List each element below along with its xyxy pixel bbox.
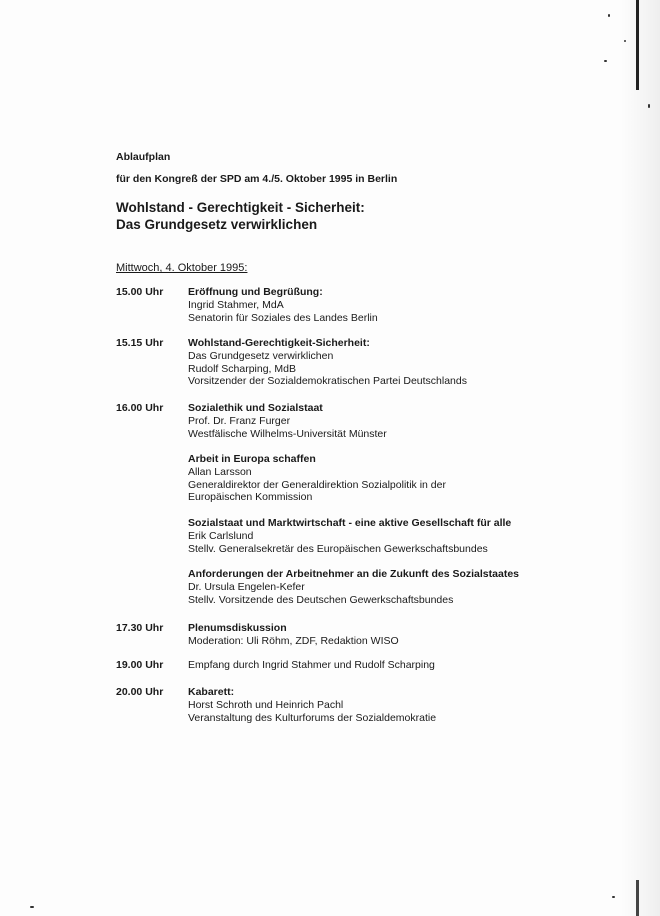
entry-body — [188, 659, 588, 672]
date-heading: Mittwoch, 4. Oktober 1995: — [116, 262, 248, 274]
entry-line: Vorsitzender der Sozialdemokratischen Partei Deutschlands — [188, 375, 467, 388]
scan-speck — [624, 40, 626, 42]
entry-line: Westfälische Wilhelms-Universität Münster — [188, 427, 387, 440]
entry-line: Rudolf Scharping, MdB — [188, 362, 296, 375]
entry-title: Arbeit in Europa schaffen — [188, 453, 316, 465]
entry-line: Horst Schroth und Heinrich Pachl — [188, 698, 344, 711]
entry-time: 15.15 Uhr — [116, 337, 164, 349]
document-subtitle: für den Kongreß der SPD am 4./5. Oktober 1995 in Berlin — [116, 173, 398, 185]
entry-line: Erik Carlslund — [188, 529, 254, 542]
entry-line: Generaldirektor der Generaldirektion Sozialpolitik in der — [188, 478, 446, 491]
entry-body — [188, 402, 588, 440]
entry-body — [188, 453, 588, 504]
entry-body — [188, 517, 588, 555]
entry-body — [188, 568, 588, 606]
scan-speck — [608, 14, 610, 17]
entry-line: Veranstaltung des Kulturforums der Sozialdemokratie — [188, 711, 437, 724]
entry-line: Dr. Ursula Engelen-Kefer — [188, 580, 305, 593]
entry-time: 16.00 Uhr — [116, 402, 164, 414]
entry-line: Prof. Dr. Franz Furger — [188, 414, 291, 427]
entry-line: Senatorin für Soziales des Landes Berlin — [188, 311, 378, 324]
entry-time: 20.00 Uhr — [116, 686, 164, 698]
entry-title: Sozialstaat und Marktwirtschaft - eine aktive Gesellschaft für alle — [188, 517, 512, 529]
entry-time: 15.00 Uhr — [116, 286, 164, 298]
entry-body — [188, 686, 588, 724]
entry-line: Stellv. Generalsekretär des Europäischen Gewerkschaftsbundes — [188, 542, 488, 555]
entry-line: Ingrid Stahmer, MdA — [188, 298, 284, 311]
scan-artifact — [636, 0, 639, 90]
title-line-1: Wohlstand - Gerechtigkeit - Sicherheit: — [116, 200, 365, 215]
entry-body — [188, 286, 588, 324]
document-label: Ablaufplan — [116, 151, 171, 163]
entry-time: 19.00 Uhr — [116, 659, 164, 671]
entry-line: Moderation: Uli Röhm, ZDF, Redaktion WISO — [188, 634, 399, 647]
entry-title: Anforderungen der Arbeitnehmer an die Zukunft des Sozialstaates — [188, 568, 520, 580]
entry-title: Eröffnung und Begrüßung: — [188, 286, 323, 298]
entry-line: Das Grundgesetz verwirklichen — [188, 349, 334, 362]
scan-speck — [604, 60, 607, 62]
entry-title: Sozialethik und Sozialstaat — [188, 402, 323, 414]
entry-line: Empfang durch Ingrid Stahmer und Rudolf Scharping — [188, 659, 435, 671]
entry-title: Wohlstand-Gerechtigkeit-Sicherheit: — [188, 337, 370, 349]
scan-speck — [612, 896, 615, 898]
entry-title: Kabarett: — [188, 686, 235, 698]
scan-speck — [30, 906, 34, 908]
entry-time: 17.30 Uhr — [116, 622, 164, 634]
entry-line: Europäischen Kommission — [188, 491, 313, 504]
title-line-2: Das Grundgesetz verwirklichen — [116, 217, 318, 232]
entry-title: Plenumsdiskussion — [188, 622, 287, 634]
entry-line: Allan Larsson — [188, 465, 252, 478]
scan-artifact — [636, 880, 639, 916]
scan-shadow — [620, 0, 660, 916]
scan-speck — [648, 104, 650, 108]
document-title — [116, 199, 365, 233]
entry-line: Stellv. Vorsitzende des Deutschen Gewerkschaftsbundes — [188, 593, 454, 606]
entry-body — [188, 622, 588, 648]
entry-body — [188, 337, 588, 388]
